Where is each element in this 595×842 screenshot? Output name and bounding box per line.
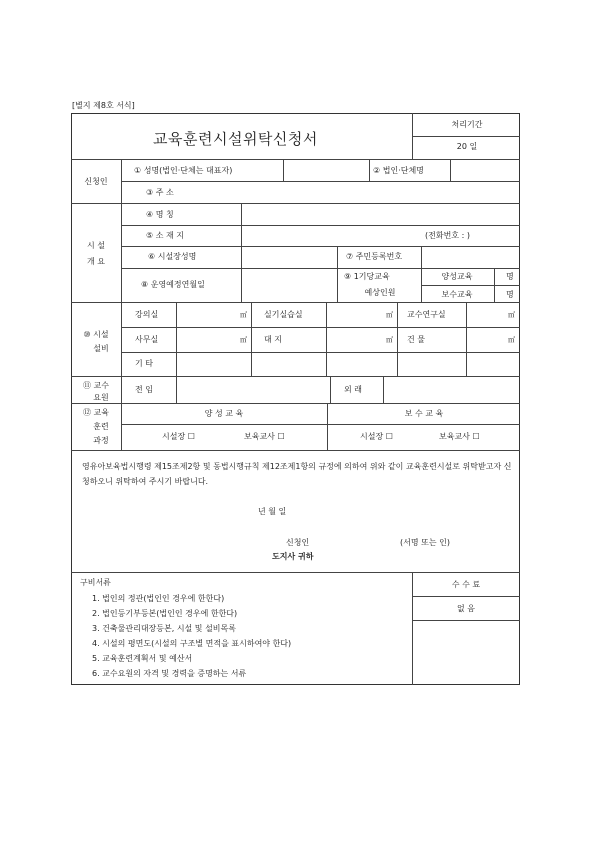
processing-period-label: 처리기간 [451,120,483,129]
area-unit-4: ㎡ [240,336,247,344]
course-section-label-c: 과정 [93,436,109,445]
addressee: 도지사 귀하 [272,552,314,561]
facility-name-label: ④ 명 칭 [146,210,174,219]
address-label: ③ 주 소 [146,188,174,197]
form-number: [별지 제8호 서식] [72,101,135,110]
facility-section-label-a: 시 설 [87,241,105,250]
area-unit-5: ㎡ [386,336,393,344]
faculty-section-label-a: ⑪ 교수 [83,381,109,390]
area-unit-6: ㎡ [508,336,515,344]
document-item: 5. 교육훈련계획서 및 예산서 [92,654,193,663]
fee-value: 없 음 [457,604,475,613]
course-section-label-b: 훈련 [93,422,109,431]
office-label: 사무실 [135,335,159,344]
processing-period-value: 20 일 [456,142,478,151]
refresher-course-header: 보 수 교 육 [404,409,444,418]
equipment-section-label-b: 설비 [93,344,109,353]
date-line: 년 월 일 [258,507,287,516]
document-item: 1. 법인의 정관(법인인 경우에 한한다) [92,594,225,603]
faculty-section-label-b: 요원 [93,393,109,402]
equipment-section-label-a: ⑩ 시설 [83,330,109,339]
practice-room-label: 실기실습실 [264,310,303,319]
corporation-name-label: ② 법인·단체명 [373,166,424,175]
resident-number-label: ⑦ 주민등록번호 [346,252,403,261]
refresher-course-label: 보수교육 [441,290,473,299]
form-title: 교육훈련시설위탁신청서 [153,130,318,148]
training-course-label: 양성교육 [441,272,473,281]
land-label: 대 지 [264,335,282,344]
fulltime-faculty-label: 전 임 [135,385,153,394]
fee-label: 수 수 료 [451,580,481,589]
area-unit-1: ㎡ [240,311,247,319]
external-faculty-label: 외 래 [344,385,362,394]
facility-phone-label: (전화번호 : ) [425,231,470,240]
refresher-teacher-checkbox[interactable]: 보육교사 ☐ [439,432,480,441]
expected-trainees-label-b: 예상인원 [364,288,396,297]
other-label: 기 타 [135,359,153,368]
signature-note: (서명 또는 인) [400,538,450,547]
opening-date-label: ⑧ 운영예정연월일 [141,280,205,289]
training-head-checkbox[interactable]: 시설장 ☐ [162,432,195,441]
area-unit-2: ㎡ [386,311,393,319]
training-teacher-checkbox[interactable]: 보육교사 ☐ [244,432,285,441]
application-statement: 영유아보육법시행령 제15조제2항 및 동법시행규칙 제12조제1항의 규정에 의하여 위와 같이 교육훈련시설로 위탁받고자 신청하오니 위탁하여 주시기 바랍니다. [82,462,512,486]
applicant-name-label: ① 성명(법인·단체는 대표자) [134,166,233,175]
course-section-label-a: ⑫ 교육 [83,408,109,417]
applicant-section-label: 신청인 [84,177,108,186]
facility-location-label: ⑤ 소 재 지 [146,231,184,240]
training-course-header: 양 성 교 육 [204,409,244,418]
documents-title: 구비서류 [80,578,111,587]
facility-section-label-b: 개 요 [87,257,105,266]
refresher-head-checkbox[interactable]: 시설장 ☐ [360,432,393,441]
document-item: 3. 건축물관리대장등본, 시설 및 설비목록 [92,624,236,633]
document-item: 6. 교수요원의 자격 및 경력을 증명하는 서류 [92,669,247,678]
facility-head-name-label: ⑥ 시설장성명 [148,252,197,261]
expected-trainees-label-a: ⑨ 1기당교육 [344,272,390,281]
person-unit-2: 명 [506,290,514,299]
document-item: 4. 시설의 평면도(시설의 구조별 면적을 표시하여야 한다) [92,639,292,648]
professor-room-label: 교수연구실 [407,310,446,319]
signer-label: 신청인 [286,538,310,547]
document-item: 2. 법인등기부등본(법인인 경우에 한한다) [92,609,238,618]
lecture-room-label: 강의실 [135,310,159,319]
person-unit-1: 명 [506,272,514,281]
area-unit-3: ㎡ [508,311,515,319]
building-label: 건 물 [407,335,425,344]
